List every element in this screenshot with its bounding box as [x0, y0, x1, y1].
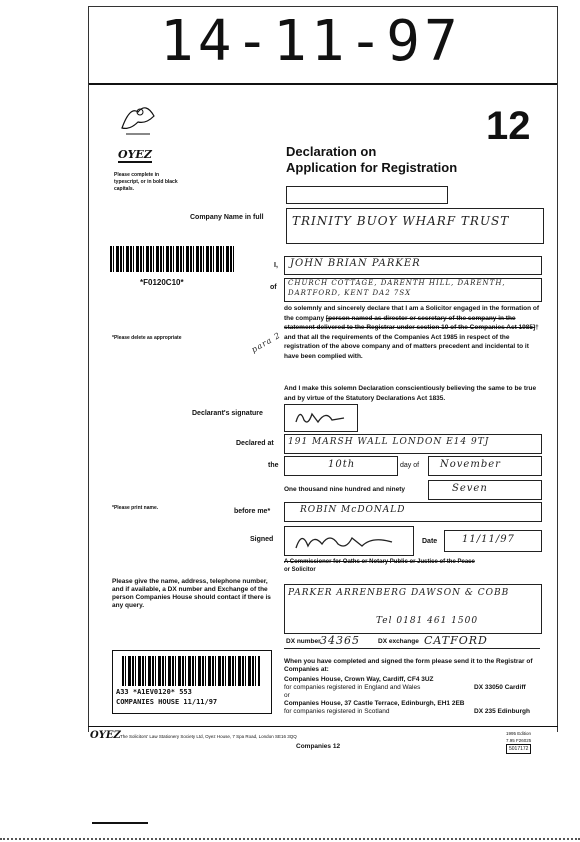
day-of-label: day of [400, 462, 420, 469]
commissioner-end: or Solicitor [284, 567, 316, 573]
or-text: or [284, 692, 290, 699]
before-me-value: ROBIN McDONALD [300, 505, 406, 515]
footer-ref: 5017172 [506, 744, 531, 754]
declaration-part-b: Solicitor engaged in the formation of the company [284, 305, 540, 322]
witness-signature-scribble [292, 528, 402, 552]
footer-rule [88, 726, 558, 727]
cardiff-address: Companies House, Crown Way, Cardiff, CF4 3UZ [284, 676, 434, 683]
declarant-signature-scribble [292, 406, 352, 428]
declared-at-value: 191 MARSH WALL LONDON E14 9TJ [288, 437, 490, 447]
declaration-struck-text: [person named as director or secretary of the company in the statement delivered to the Registrar under section 10 of the Companies Act 1985] [284, 314, 536, 331]
instruction-text: Please complete in typescript, or in bold black capitals. [114, 172, 178, 192]
receipt-barcode [122, 656, 260, 686]
of-label: of [270, 284, 277, 291]
print-name-note: *Please print name. [112, 505, 159, 511]
declaration-text [284, 304, 542, 361]
commissioner-struck: A Commissioner for Oaths or Notary Public or Justice of the Peace [284, 559, 475, 565]
declared-at-label: Declared at [236, 440, 274, 447]
edinburgh-dx: DX 235 Edinburgh [474, 708, 530, 715]
form-barcode [110, 246, 236, 272]
day-value: 10th [328, 459, 356, 470]
cardiff-for: for companies registered in England and Wales [284, 684, 421, 691]
year-value: Seven [452, 483, 488, 494]
declaration-para2: And I make this solemn Declaration conscientiously believing the same to be true and by virtue of the Statutory Declarations Act 1835. [284, 385, 537, 402]
month-value: November [440, 459, 501, 470]
edinburgh-for: for companies registered in Scotland [284, 708, 390, 715]
form-title-line1: Declaration on [286, 144, 377, 159]
oyez-emblem-icon [116, 98, 160, 142]
date-label: Date [422, 538, 438, 545]
declarant-name-value: JOHN BRIAN PARKER [290, 258, 421, 269]
declaration-part-a: do solemnly and sincerely declare that I am a [284, 305, 426, 312]
before-me-label: before me* [234, 508, 271, 515]
margin-note: para 2 [249, 330, 283, 355]
form-number: 12 [486, 104, 531, 148]
declaration-part-c: † and that all the requirements of the Companies Act 1985 in respect of the registration of the above company and of matters precedent and incidental to it have been complied with. [284, 324, 539, 360]
date-stamp: 14-11-97 [160, 9, 462, 74]
receipt-line1: A33 *A1EV0120* 553 [116, 688, 192, 696]
barcode-text: *F0120C10* [140, 278, 184, 287]
company-number-box[interactable] [286, 186, 448, 204]
footer-code: 7.95 F26025 [506, 738, 532, 743]
oyez-logo: OYEZ [118, 148, 152, 161]
return-intro: When you have completed and signed the form please send it to the Registrar of Companies at: [284, 658, 533, 673]
dx-underline [284, 648, 540, 649]
declarant-signature-label: Declarant's signature [192, 410, 263, 417]
address-line2: DARTFORD, KENT DA2 7SX [288, 289, 412, 297]
bottom-line [92, 822, 148, 824]
dx-number-label: DX number [286, 638, 321, 645]
dx-number-value: 34365 [320, 634, 360, 647]
address-line1: CHURCH COTTAGE, DARENTH HILL, DARENTH, [288, 279, 506, 287]
contact-tel: Tel 0181 461 1500 [376, 616, 479, 626]
receipt-line2: COMPANIES HOUSE 11/11/97 [116, 698, 218, 706]
contact-line1: PARKER ARRENBERG DAWSON & COBB [288, 588, 510, 598]
delete-note: *Please delete as appropriate [112, 335, 182, 341]
form-title-line2: Application for Registration [286, 160, 458, 175]
i-label: I, [274, 262, 278, 269]
date-value: 11/11/97 [462, 534, 515, 545]
dx-exchange-label: DX exchange [378, 638, 419, 645]
signed-label: Signed [250, 536, 274, 543]
page-edge [0, 838, 580, 840]
company-name-value: TRINITY BUOY WHARF TRUST [292, 214, 510, 228]
cardiff-dx: DX 33050 Cardiff [474, 684, 526, 691]
footer-oyez-logo: OYEZ [90, 730, 121, 741]
footer-edition: 1995 Edition [506, 731, 532, 736]
year-prefix: One thousand nine hundred and ninety [284, 486, 405, 493]
contact-note: Please give the name, address, telephone number, and if available, a DX number and Exchange of the person Companies House should contact if there is any query. [112, 578, 271, 609]
footer-publisher: The Solicitors' Law Stationery Society Ltd, Oyez House, 7 Spa Road, London SE16 3QQ [120, 734, 297, 739]
footer-form-name: Companies 12 [296, 743, 341, 750]
dx-exchange-value: CATFORD [424, 634, 488, 647]
edinburgh-address: Companies House, 37 Castle Terrace, Edinburgh, EH1 2EB [284, 700, 465, 707]
company-name-label: Company Name in full [190, 214, 264, 221]
the-label: the [268, 462, 279, 469]
